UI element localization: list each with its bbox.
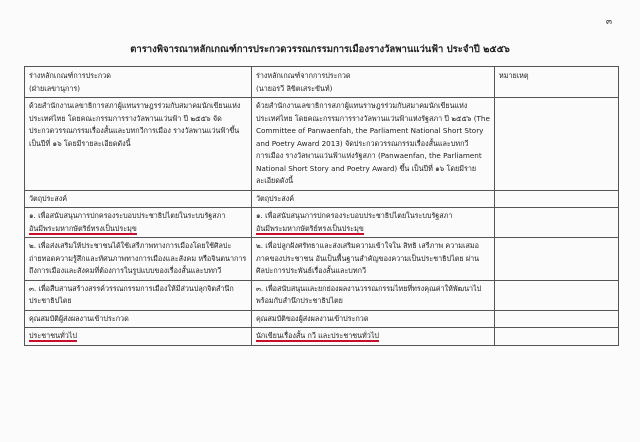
- eligibility-label-draft: คุณสมบัติผู้ส่งผลงานเข้าประกวด: [25, 310, 252, 328]
- remarks-cell: [495, 98, 619, 191]
- objective-2-revised: ๒. เพื่อปลูกฝังศรัทธาและส่งเสริมความเข้าใจใน สิทธิ เสรีภาพ ความเสมอภาคของประชาชน อันเป็นพื้นฐานสำคัญของความเป็นประชาธิปไตย ผ่านศิลปะการประพันธ์เรื่องสั้นและบทกวี: [252, 238, 495, 281]
- remarks-cell: [495, 190, 619, 208]
- header-draft-sub: (ฝ่ายเลขานุการ): [29, 84, 81, 93]
- document-title: ตารางพิจารณาหลักเกณฑ์การประกวดวรรณกรรมการเมืองรางวัลพานแว่นฟ้า ประจำปี ๒๕๕๖: [130, 44, 510, 55]
- eligibility-label-revised: คุณสมบัติของผู้ส่งผลงานเข้าประกวด: [252, 310, 495, 328]
- remarks-cell: [495, 280, 619, 310]
- objective-1-draft-underlined: อันมีพระมหากษัตริย์ทรงเป็นประมุข: [29, 223, 137, 233]
- table-row: [25, 310, 619, 328]
- remarks-cell: [495, 238, 619, 281]
- header-revised-label: ร่างหลักเกณฑ์จากการประกวด: [256, 71, 351, 80]
- objective-2-draft: ๒. เพื่อส่งเสริมให้ประชาชนได้ใช้เสรีภาพทางการเมืองโดยใช้ศิลปะถ่ายทอดความรู้สึกและทัศนภาพทางการเมืองและสังคม หรือจินตนาการถึงการเมืองและสังคมที่ต้องการในรูปแบบของเรื่องสั้นและบทกวี: [25, 238, 252, 281]
- table-row: [25, 238, 619, 281]
- remarks-cell: [495, 328, 619, 346]
- objective-1-draft-text: ๑. เพื่อสนับสนุนการปกครองระบอบประชาธิปไตยในระบบรัฐสภา: [29, 211, 226, 220]
- eligibility-revised-text: นักเขียนเรื่องสั้น กวี และประชาชนทั่วไป: [256, 331, 379, 340]
- table-row: [25, 190, 619, 208]
- table-row: [25, 328, 619, 346]
- objective-3-draft: ๓. เพื่อสืบสานสร้างสรรค์วรรณกรรมการเมืองให้มีส่วนปลุกจิตสำนึกประชาธิปไตย: [25, 280, 252, 310]
- page-number: ๓: [605, 17, 612, 27]
- header-remarks: หมายเหตุ: [495, 67, 619, 98]
- objective-1-revised: [252, 208, 495, 238]
- intro-draft: ด้วยสำนักงานเลขาธิการสภาผู้แทนราษฎรร่วมกับสมาคมนักเขียนแห่งประเทศไทย โดยคณะกรรมการรางวัลพานแว่นฟ้า ปี ๒๕๕๖ จัดประกวดวรรณกรรมเรื่องสั้นและบทกวีการเมือง รางวัลพานแว่นฟ้าขึ้น เป็นปีที่ ๑๖ โดยมีรายละเอียดดังนี้: [25, 98, 252, 191]
- header-draft: [25, 67, 252, 98]
- table-row: [25, 208, 619, 238]
- objectives-label-draft: วัตถุประสงค์: [25, 190, 252, 208]
- objective-3-revised: ๓. เพื่อสนับสนุนและยกย่องผลงานวรรณกรรมไทยที่ทรงคุณค่าให้พัฒนาไปพร้อมกับสำนึกประชาธิปไตย: [252, 280, 495, 310]
- objective-1-revised-text: ๑. เพื่อสนับสนุนการปกครองระบอบประชาธิปไตยในระบบรัฐสภา: [256, 211, 453, 220]
- objective-1-revised-underlined: อันมีพระมหากษัตริย์ทรงเป็นประมุข: [256, 223, 364, 233]
- eligibility-draft-text: ประชาชนทั่วไป: [29, 331, 77, 340]
- header-revised-sub: (นายอรวี ลิขิตเสระขันท์): [256, 84, 333, 93]
- table-header-row: [25, 67, 619, 98]
- remarks-cell: [495, 310, 619, 328]
- objective-1-draft: [25, 208, 252, 238]
- eligibility-revised: [252, 328, 495, 346]
- intro-revised: ด้วยสำนักงานเลขาธิการสภาผู้แทนราษฎรร่วมกับสมาคมนักเขียนแห่งประเทศไทย โดยคณะกรรมการรางวัลพานแว่นฟ้าแห่งรัฐสภา ปี ๒๕๕๖ (The Committee of Panwaenfah, the Parliament National Short Story and Poetry Award 2013) จัดประกวดวรรณกรรมเรื่องสั้นและบทกวีการเมือง รางวัลพานแว่นฟ้าแห่งรัฐสภา (Panwaenfan, the Parliament National Short Story and Poetry Award) ขึ้น เป็นปีที่ ๑๖ โดยมีรายละเอียดดังนี้: [252, 98, 495, 191]
- remarks-cell: [495, 208, 619, 238]
- header-revised: [252, 67, 495, 98]
- table-row: [25, 280, 619, 310]
- criteria-comparison-table: [24, 66, 619, 346]
- header-draft-label: ร่างหลักเกณฑ์การประกวด: [29, 71, 111, 80]
- eligibility-draft: [25, 328, 252, 346]
- table-row: [25, 98, 619, 191]
- objectives-label-revised: วัตถุประสงค์: [252, 190, 495, 208]
